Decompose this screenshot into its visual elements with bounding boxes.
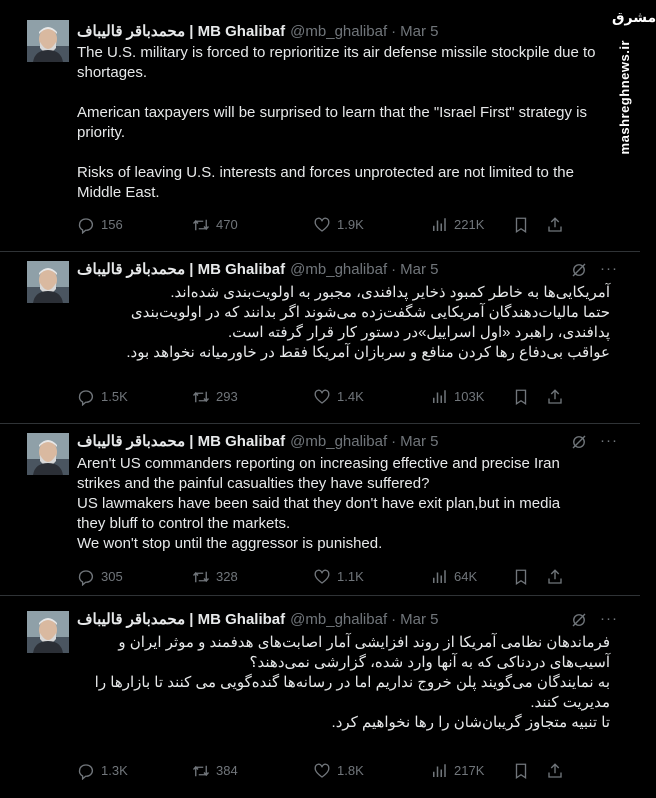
reply-count: 1.5K: [101, 389, 128, 404]
bookmark-icon[interactable]: [512, 216, 530, 234]
separator-dot: ·: [391, 433, 397, 450]
retweet-icon: [192, 388, 210, 406]
heart-icon: [313, 216, 331, 234]
reply-button[interactable]: [77, 761, 128, 781]
heart-icon: [313, 388, 331, 406]
watermark: [610, 0, 656, 200]
reply-button[interactable]: [77, 215, 123, 235]
bookmark-icon[interactable]: [512, 762, 530, 780]
display-name[interactable]: محمدباقر قالیباف | MB Ghalibaf: [77, 23, 286, 40]
tweet-paragraph: حتما مالیات‌دهندگان آمریکایی شگفت‌زده می‌شوند اگر بدانند که در اولویت‌بندی پدافندی، راهبرد «اول اسراییل»در دستور کار قرار گرفته است.: [130, 304, 610, 341]
like-button[interactable]: [313, 567, 364, 587]
tweet-date[interactable]: Mar 5: [400, 611, 439, 628]
tweet-paragraph: Aren't US commanders reporting on increasing effective and precise Iran strikes and the painful casualties they have suffered?: [77, 455, 560, 492]
like-button[interactable]: [313, 215, 364, 235]
tweet-paragraph: American taxpayers will be surprised to learn that the "Israel First" strategy is priority.: [77, 104, 588, 141]
tweet-paragraph: We won't stop until the aggressor is punished.: [77, 535, 383, 552]
retweet-button[interactable]: [192, 387, 238, 407]
tweet-3[interactable]: [0, 424, 640, 596]
tweet-text: [77, 43, 604, 203]
retweet-count: 470: [216, 217, 238, 232]
views-button[interactable]: [430, 567, 477, 587]
avatar[interactable]: [27, 20, 69, 62]
tweet-paragraph: عواقب بی‌دفاع رها کردن منافع و سربازان آمریکا فقط در خاورمیانه نخواهد بود.: [126, 344, 610, 361]
share-icon[interactable]: [546, 568, 564, 586]
tweet-header: [77, 432, 610, 452]
reply-count: 305: [101, 569, 123, 584]
tweet-header: [77, 260, 610, 280]
like-button[interactable]: [313, 761, 364, 781]
like-count: 1.8K: [337, 763, 364, 778]
tweet-text: [77, 283, 610, 363]
tweet-date[interactable]: Mar 5: [400, 23, 439, 40]
views-button[interactable]: [430, 215, 484, 235]
bookmark-icon[interactable]: [512, 568, 530, 586]
action-bar: [77, 761, 547, 781]
action-bar: [77, 387, 547, 407]
reply-icon: [77, 216, 95, 234]
watermark-site: mashreghnews.ir: [617, 40, 632, 155]
grok-icon[interactable]: [570, 611, 588, 629]
share-icon[interactable]: [546, 216, 564, 234]
avatar[interactable]: [27, 261, 69, 303]
reply-count: 1.3K: [101, 763, 128, 778]
grok-icon[interactable]: [570, 433, 588, 451]
separator-dot: ·: [391, 261, 397, 278]
retweet-icon: [192, 568, 210, 586]
like-count: 1.4K: [337, 389, 364, 404]
avatar[interactable]: [27, 611, 69, 653]
retweet-count: 293: [216, 389, 238, 404]
reply-count: 156: [101, 217, 123, 232]
reply-icon: [77, 388, 95, 406]
display-name[interactable]: محمدباقر قالیباف | MB Ghalibaf: [77, 433, 286, 450]
views-icon: [430, 388, 448, 406]
handle[interactable]: @mb_ghalibaf: [290, 433, 388, 450]
avatar[interactable]: [27, 433, 69, 475]
tweet-paragraph: فرماندهان نظامی آمریکا از روند افزایشی آمار اصابت‌های هدفمند و موثر ایران و آسیب‌های دردناکی که به آنها وارد شده، گزارشی نمی‌دهند؟: [118, 634, 610, 671]
display-name[interactable]: محمدباقر قالیباف | MB Ghalibaf: [77, 261, 286, 278]
display-name[interactable]: محمدباقر قالیباف | MB Ghalibaf: [77, 611, 286, 628]
more-icon[interactable]: ···: [600, 610, 618, 627]
tweet-text: [77, 454, 580, 554]
tweet-date[interactable]: Mar 5: [400, 261, 439, 278]
retweet-count: 384: [216, 763, 238, 778]
views-count: 217K: [454, 763, 485, 778]
retweet-button[interactable]: [192, 761, 238, 781]
separator-dot: ·: [391, 611, 397, 628]
like-count: 1.9K: [337, 217, 364, 232]
tweet-2[interactable]: [0, 252, 640, 424]
retweet-icon: [192, 216, 210, 234]
more-icon[interactable]: ···: [600, 260, 618, 277]
grok-icon[interactable]: [570, 261, 588, 279]
tweet-header: [77, 610, 610, 630]
views-icon: [430, 216, 448, 234]
tweet-paragraph: US lawmakers have been said that they don't have exit plan,but in media they bluff to control the markets.: [77, 495, 561, 532]
share-icon[interactable]: [546, 388, 564, 406]
handle[interactable]: @mb_ghalibaf: [290, 261, 388, 278]
tweet-paragraph: Risks of leaving U.S. interests and forces unprotected are not limited to the Middle East.: [77, 164, 574, 201]
tweet-date[interactable]: Mar 5: [400, 433, 439, 450]
handle[interactable]: @mb_ghalibaf: [290, 611, 388, 628]
views-icon: [430, 568, 448, 586]
like-button[interactable]: [313, 387, 364, 407]
tweet-1[interactable]: [0, 0, 656, 252]
separator-dot: ·: [391, 23, 397, 40]
watermark-logo: مشرق: [612, 10, 656, 26]
views-icon: [430, 762, 448, 780]
reply-button[interactable]: [77, 567, 123, 587]
action-bar: [77, 215, 547, 235]
tweet-paragraph: به نمایندگان می‌گویند پلن خروج نداریم اما در رسانه‌ها گنده‌گویی می کنند تا بازارها را مدیریت کنند.: [94, 674, 610, 711]
tweet-paragraph: آمریکایی‌ها به خاطر کمبود ذخایر پدافندی، مجبور به اولویت‌بندی شده‌اند.: [170, 284, 610, 301]
tweet-header: [77, 22, 610, 42]
reply-icon: [77, 762, 95, 780]
action-bar: [77, 567, 547, 587]
tweet-paragraph: تا تنبیه متجاوز گریبان‌شان را رها نخواهیم کرد.: [331, 714, 610, 731]
retweet-button[interactable]: [192, 215, 238, 235]
reply-icon: [77, 568, 95, 586]
tweet-4[interactable]: [0, 596, 640, 798]
more-icon[interactable]: ···: [600, 432, 618, 449]
views-count: 103K: [454, 389, 485, 404]
handle[interactable]: @mb_ghalibaf: [290, 23, 388, 40]
share-icon[interactable]: [546, 762, 564, 780]
heart-icon: [313, 568, 331, 586]
like-count: 1.1K: [337, 569, 364, 584]
retweet-icon: [192, 762, 210, 780]
retweet-count: 328: [216, 569, 238, 584]
tweet-text: [77, 633, 610, 733]
bookmark-icon[interactable]: [512, 388, 530, 406]
views-button[interactable]: [430, 761, 484, 781]
views-button[interactable]: [430, 387, 484, 407]
reply-button[interactable]: [77, 387, 128, 407]
retweet-button[interactable]: [192, 567, 238, 587]
views-count: 221K: [454, 217, 485, 232]
tweet-paragraph: The U.S. military is forced to reprioritize its air defense missile stockpile due to shortages.: [77, 44, 596, 81]
heart-icon: [313, 762, 331, 780]
views-count: 64K: [454, 569, 478, 584]
